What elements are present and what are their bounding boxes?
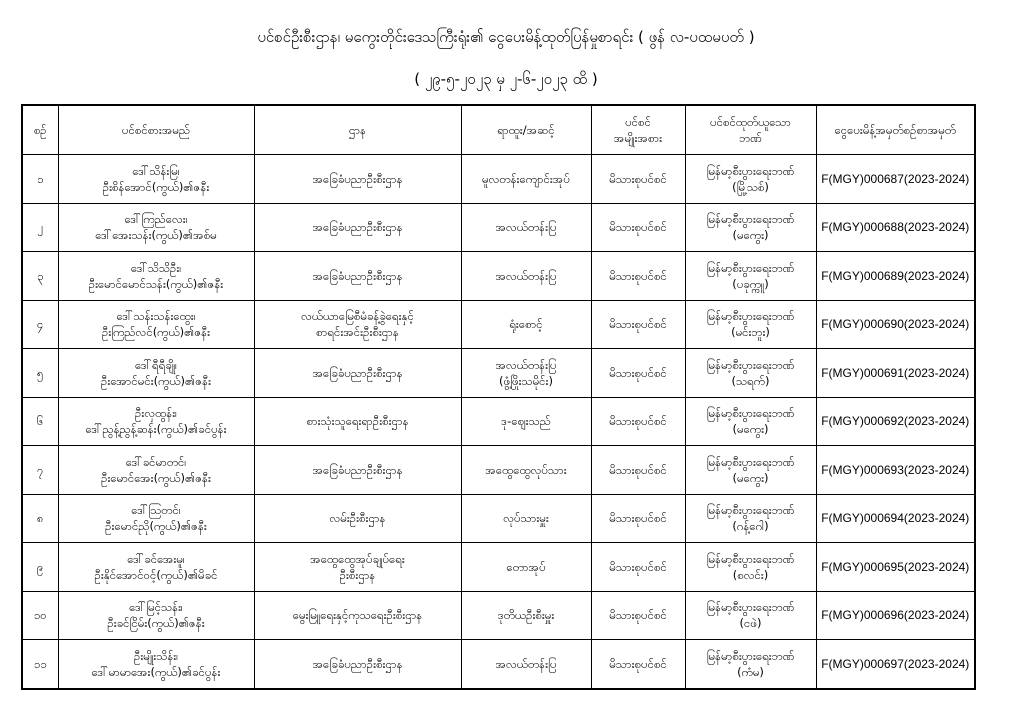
- bank-line: မြန်မာ့စီးပွားရေးဘဏ်: [706, 163, 795, 178]
- pensioner-name-line: ဦးခင်ငြိမ်း(ကွယ်)၏ဇနီး: [107, 616, 205, 631]
- bank-line: မြန်မာ့စီးပွားရေးဘဏ်: [706, 454, 795, 469]
- department-line: လယ်ယာမြေစီမံခန့်ခွဲရေးနှင့်: [301, 309, 414, 324]
- bank-line: မြန်မာ့စီးပွားရေးဘဏ်: [706, 260, 795, 275]
- pensioner-name-line: ဒေါ်ခင်အေးမူ၊: [127, 551, 185, 566]
- position: [461, 349, 591, 398]
- pensioner-name: [58, 494, 254, 543]
- bank-line: မြန်မာ့စီးပွားရေးဘဏ်: [706, 212, 795, 227]
- pension-type: မိသားစုပင်စင်: [591, 494, 685, 543]
- pension-type: မိသားစုပင်စင်: [591, 252, 685, 301]
- row-number: ၁၁: [22, 640, 58, 689]
- pensioner-name-line: ဒေါ်သြတင်၊: [131, 503, 181, 518]
- position-line: ရုံးစောင့်: [509, 317, 543, 332]
- pension-type: မိသားစုပင်စင်: [591, 397, 685, 446]
- department-line: စားသုံးသူရေးရာဦးစီးဌာန: [306, 414, 409, 429]
- bank-line: (ငဖဲ): [739, 616, 762, 631]
- position-line: တောအုပ်: [506, 559, 546, 574]
- bank: [685, 252, 816, 301]
- position: [461, 252, 591, 301]
- pension-table: [21, 104, 976, 690]
- pension-type: မိသားစုပင်စင်: [591, 640, 685, 689]
- pensioner-name: [58, 203, 254, 252]
- header-text: ဌာန: [348, 123, 367, 137]
- department-line: အခြေခံပညာဦးစီးဌာန: [312, 462, 403, 477]
- table-row: [22, 446, 975, 495]
- pension-type: မိသားစုပင်စင်: [591, 446, 685, 495]
- row-number: ၁၀: [22, 591, 58, 640]
- department-line: အထွေထွေအုပ်ချုပ်ရေး: [310, 551, 405, 566]
- pension-type: မိသားစုပင်စင်: [591, 543, 685, 592]
- table-row: [22, 494, 975, 543]
- pension-type: မိသားစုပင်စင်: [591, 349, 685, 398]
- department: [254, 397, 461, 446]
- department: [254, 640, 461, 689]
- order-number: F(MGY)000695(2023-2024): [816, 543, 975, 592]
- pensioner-name-line: ဒေါ်မာမာအေး(ကွယ်)၏ခင်ပွန်း: [91, 664, 221, 679]
- position-line: အလယ်တန်းပြ: [495, 268, 557, 283]
- bank: [685, 203, 816, 252]
- pensioner-name-line: ဦးအောင်မင်း(ကွယ်)၏ဇနီး: [101, 373, 211, 388]
- department-line: အခြေခံပညာဦးစီးဌာန: [312, 171, 403, 186]
- bank-line: (မကွေး): [732, 228, 769, 243]
- department: [254, 543, 461, 592]
- date-range: ( ၂၉-၅-၂၀၂၃ မှ ၂-၆-၂၀၂၃ ထိ ): [414, 70, 598, 88]
- header-text: ပင်စင်: [625, 115, 651, 129]
- order-number: F(MGY)000687(2023-2024): [816, 155, 975, 204]
- bank-line: (သရက်): [731, 373, 770, 388]
- col-header-bank: [685, 105, 816, 155]
- pensioner-name-line: ဒေါ်သိသိဦး၊: [130, 260, 182, 275]
- order-number: F(MGY)000697(2023-2024): [816, 640, 975, 689]
- pensioner-name-line: ဦးမောင်မောင်သန်း(ကွယ်)၏ဇနီး: [88, 276, 224, 291]
- bank-line: မြန်မာ့စီးပွားရေးဘဏ်: [706, 406, 795, 421]
- position-line: (ဖွံ့ဖြိုးသမိုင်း): [499, 373, 553, 388]
- col-header-department: [254, 105, 461, 155]
- header-text: အမျိုးအစား: [613, 131, 663, 145]
- pensioner-name: [58, 543, 254, 592]
- row-number: ၈: [22, 494, 58, 543]
- order-number: F(MGY)000693(2023-2024): [816, 446, 975, 495]
- bank-line: (မကွေး): [732, 470, 769, 485]
- order-number: F(MGY)000691(2023-2024): [816, 349, 975, 398]
- pensioner-name: [58, 397, 254, 446]
- bank: [685, 397, 816, 446]
- pensioner-name-line: ဒေါ်သန်းသန်းထွေး၊: [116, 309, 196, 324]
- order-number: F(MGY)000688(2023-2024): [816, 203, 975, 252]
- table-row: [22, 543, 975, 592]
- pension-type: မိသားစုပင်စင်: [591, 155, 685, 204]
- bank: [685, 543, 816, 592]
- table-row: [22, 349, 975, 398]
- position: [461, 397, 591, 446]
- col-header-name: [58, 105, 254, 155]
- pensioner-name-line: ဒေါ်ခင်မာတင်၊: [125, 454, 187, 469]
- header-text: စဉ်: [33, 123, 47, 137]
- pension-type: မိသားစုပင်စင်: [591, 300, 685, 349]
- bank-line: (ဂန့်ဂေါ): [732, 519, 769, 534]
- position-line: အလယ်တန်းပြ: [495, 357, 557, 372]
- bank-line: (ပခုက္ကူ): [732, 276, 769, 291]
- header-text: ရာထူး/အဆင့်: [497, 123, 555, 137]
- table-row: [22, 640, 975, 689]
- department-line: ဦးစီးဌာန: [339, 567, 376, 582]
- order-number: F(MGY)000689(2023-2024): [816, 252, 975, 301]
- position: [461, 543, 591, 592]
- department-line: စာရင်းအင်းဦးစီးဌာန: [316, 325, 399, 340]
- position: [461, 591, 591, 640]
- col-header-order-number: [816, 105, 975, 155]
- col-header-no: [22, 105, 58, 155]
- row-number: ၆: [22, 397, 58, 446]
- pension-type: မိသားစုပင်စင်: [591, 591, 685, 640]
- bank-line: (မကွေး): [732, 422, 769, 437]
- order-number: F(MGY)000692(2023-2024): [816, 397, 975, 446]
- position-line: အလယ်တန်းပြ: [495, 220, 557, 235]
- pensioner-name-line: ဦးကြည်လင်(ကွယ်)၏ဇနီး: [101, 325, 211, 340]
- department-line: အခြေခံပညာဦးစီးဌာန: [312, 220, 403, 235]
- department: [254, 252, 461, 301]
- position: [461, 155, 591, 204]
- department: [254, 591, 461, 640]
- pensioner-name-line: ဦးမောင်အေး(ကွယ်)၏ဇနီး: [101, 470, 211, 485]
- pensioner-name: [58, 155, 254, 204]
- header-text: ပင်စင်ထုတ်ယူသော: [710, 115, 791, 129]
- position-line: လုပ်သားမှူး: [503, 511, 549, 526]
- row-number: ၅: [22, 349, 58, 398]
- bank: [685, 446, 816, 495]
- pensioner-name-line: ဦးနိုင်အောင်ဝင့်(ကွယ်)၏မိခင်: [94, 567, 218, 582]
- position: [461, 446, 591, 495]
- department-line: အခြေခံပညာဦးစီးဌာန: [312, 656, 403, 671]
- department-line: မွေးမြူရေးနှင့်ကုသရေးဦးစီးဌာန: [292, 608, 423, 623]
- row-number: ၉: [22, 543, 58, 592]
- position: [461, 494, 591, 543]
- bank-line: (ကံမ): [737, 664, 764, 679]
- header-text: ပင်စင်စားအမည်: [121, 123, 191, 137]
- department: [254, 494, 461, 543]
- table-header-row: [22, 105, 975, 155]
- pensioner-name: [58, 349, 254, 398]
- order-number: F(MGY)000690(2023-2024): [816, 300, 975, 349]
- department: [254, 446, 461, 495]
- position: [461, 300, 591, 349]
- pensioner-name: [58, 591, 254, 640]
- position-line: အထွေထွေလုပ်သား: [485, 462, 567, 477]
- pensioner-name: [58, 446, 254, 495]
- department-line: အခြေခံပညာဦးစီးဌာန: [312, 268, 403, 283]
- department-line: အခြေခံပညာဦးစီးဌာန: [312, 365, 403, 380]
- pensioner-name-line: ဒေါ်မြင့်သန်း၊: [129, 600, 183, 615]
- position: [461, 640, 591, 689]
- bank-line: (စလင်း): [732, 567, 769, 582]
- bank: [685, 591, 816, 640]
- pensioner-name-line: ဦးမောင်ညို(ကွယ်)၏ဇနီး: [105, 519, 207, 534]
- table-row: [22, 591, 975, 640]
- bank: [685, 155, 816, 204]
- department: [254, 349, 461, 398]
- pensioner-name-line: ဦးမျိုးသိန်း၊: [133, 648, 179, 663]
- order-number: F(MGY)000694(2023-2024): [816, 494, 975, 543]
- position-line: အလယ်တန်းပြ: [495, 656, 557, 671]
- pensioner-name-line: ဦးလှထွန်း၊: [135, 406, 177, 421]
- department-line: လမ်းဦးစီးဌာန: [329, 511, 386, 526]
- table-row: [22, 300, 975, 349]
- department: [254, 155, 461, 204]
- pension-type: မိသားစုပင်စင်: [591, 203, 685, 252]
- position: [461, 203, 591, 252]
- bank-line: မြန်မာ့စီးပွားရေးဘဏ်: [706, 648, 795, 663]
- row-number: ၇: [22, 446, 58, 495]
- pensioner-name: [58, 640, 254, 689]
- bank-line: မြန်မာ့စီးပွားရေးဘဏ်: [706, 503, 795, 518]
- table-row: [22, 203, 975, 252]
- pensioner-name: [58, 300, 254, 349]
- col-header-position: [461, 105, 591, 155]
- bank: [685, 300, 816, 349]
- row-number: ၂: [22, 203, 58, 252]
- pensioner-name-line: ဒေါ်ကြည်လေး၊: [124, 212, 188, 227]
- row-number: ၃: [22, 252, 58, 301]
- col-header-pension-type: [591, 105, 685, 155]
- header-text: ငွေပေးမိန့်အမှတ်စဉ်စာအမှတ်: [834, 123, 957, 137]
- table-row: [22, 155, 975, 204]
- page-title: ပင်စင်ဦးစီးဌာန၊ မကွေးတိုင်းဒေသကြီးရုံး၏ ငွေပေးမိန့်ထုတ်ပြန်မှုစာရင်း ( ဖွန် လ-ပထမပတ် ): [257, 28, 755, 46]
- bank-line: မြန်မာ့စီးပွားရေးဘဏ်: [706, 309, 795, 324]
- table-row: [22, 397, 975, 446]
- row-number: ၁: [22, 155, 58, 204]
- bank: [685, 349, 816, 398]
- table-body: [22, 155, 975, 689]
- bank-line: မြန်မာ့စီးပွားရေးဘဏ်: [706, 357, 795, 372]
- bank-line: (မင်းဘူး): [731, 325, 770, 340]
- department: [254, 300, 461, 349]
- pensioner-name-line: ဒေါ်သိန်းမြ၊: [132, 163, 180, 178]
- pensioner-name: [58, 252, 254, 301]
- bank: [685, 494, 816, 543]
- pensioner-name-line: ဦးစိန်အောင်(ကွယ်)၏ဇနီး: [102, 179, 210, 194]
- bank-line: မြန်မာ့စီးပွားရေးဘဏ်: [706, 600, 795, 615]
- position-line: ဒုတိယဦးစီးမှူး: [497, 608, 555, 623]
- pensioner-name-line: ဒေါ်အေးသန်း(ကွယ်)၏အစ်မ: [95, 228, 217, 243]
- department: [254, 203, 461, 252]
- bank-line: (မြို့သစ်): [732, 179, 769, 194]
- bank: [685, 640, 816, 689]
- bank-line: မြန်မာ့စီးပွားရေးဘဏ်: [706, 551, 795, 566]
- row-number: ၄: [22, 300, 58, 349]
- order-number: F(MGY)000696(2023-2024): [816, 591, 975, 640]
- position-line: ဒု-ဈေးသည်: [501, 414, 551, 429]
- header-text: ဘဏ်: [739, 131, 762, 145]
- pensioner-name-line: ဒေါ်ရီရီချို၊: [135, 357, 177, 372]
- position-line: မူလတန်းကျောင်းအုပ်: [482, 171, 570, 186]
- pensioner-name-line: ဒေါ်ညွန့်ညွန့်ဆန်း(ကွယ်)၏ခင်ပွန်း: [85, 422, 227, 437]
- table-row: [22, 252, 975, 301]
